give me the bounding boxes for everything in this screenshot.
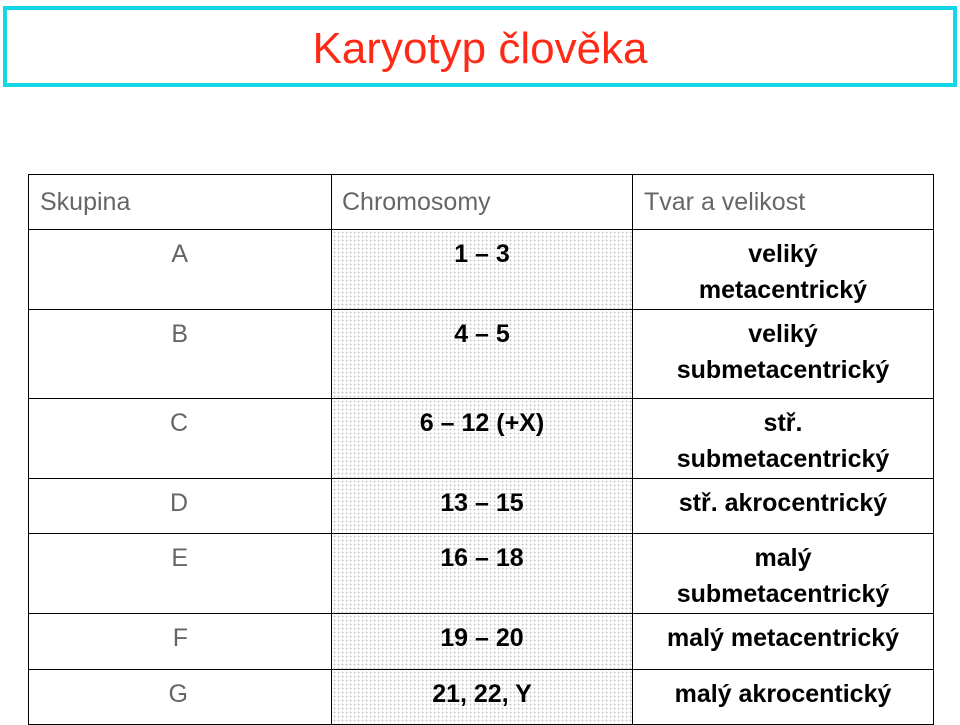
shape-line-1: malý akrocentický (674, 680, 892, 708)
header-shape: Tvar a velikost (633, 175, 934, 230)
shape-line-2: submetacentrický (676, 356, 890, 384)
group-cell: F (29, 614, 332, 670)
table-row (29, 399, 934, 479)
group-cell: D (29, 479, 332, 534)
chromosomes-cell: 16 – 18 (332, 534, 633, 614)
header-chromosomes: Chromosomy (332, 175, 633, 230)
shape-line-1: stř. akrocentrický (678, 489, 888, 517)
shape-cell (633, 310, 934, 399)
table-row (29, 670, 934, 725)
group-cell: A (29, 230, 332, 310)
shape-cell (633, 479, 934, 534)
shape-cell (633, 614, 934, 670)
chromosomes-cell: 4 – 5 (332, 310, 633, 399)
table-row (29, 230, 934, 310)
table-row (29, 310, 934, 399)
title-frame (3, 6, 957, 87)
shape-line-1: veliký (748, 320, 818, 348)
shape-line-1: malý metacentrický (666, 624, 900, 652)
shape-line-1: veliký (748, 240, 818, 268)
shape-cell (633, 534, 934, 614)
header-group: Skupina (29, 175, 332, 230)
shape-cell (633, 670, 934, 725)
group-cell: C (29, 399, 332, 479)
group-cell: B (29, 310, 332, 399)
shape-cell (633, 399, 934, 479)
shape-line-1: malý (754, 544, 812, 572)
shape-line-1: stř. (763, 409, 803, 437)
group-cell: E (29, 534, 332, 614)
chromosomes-cell: 13 – 15 (332, 479, 633, 534)
table-row (29, 614, 934, 670)
page-title: Karyotyp člověka (312, 24, 648, 73)
table-header-row (29, 175, 934, 230)
shape-line-2: metacentrický (698, 276, 868, 304)
table-row (29, 479, 934, 534)
shape-line-2: submetacentrický (676, 445, 890, 473)
chromosomes-cell: 21, 22, Y (332, 670, 633, 725)
chromosomes-cell: 19 – 20 (332, 614, 633, 670)
shape-line-2: submetacentrický (676, 580, 890, 608)
shape-cell (633, 230, 934, 310)
chromosomes-cell: 6 – 12 (+X) (332, 399, 633, 479)
karyotype-table (28, 174, 934, 725)
group-cell: G (29, 670, 332, 725)
table-row (29, 534, 934, 614)
chromosomes-cell: 1 – 3 (332, 230, 633, 310)
